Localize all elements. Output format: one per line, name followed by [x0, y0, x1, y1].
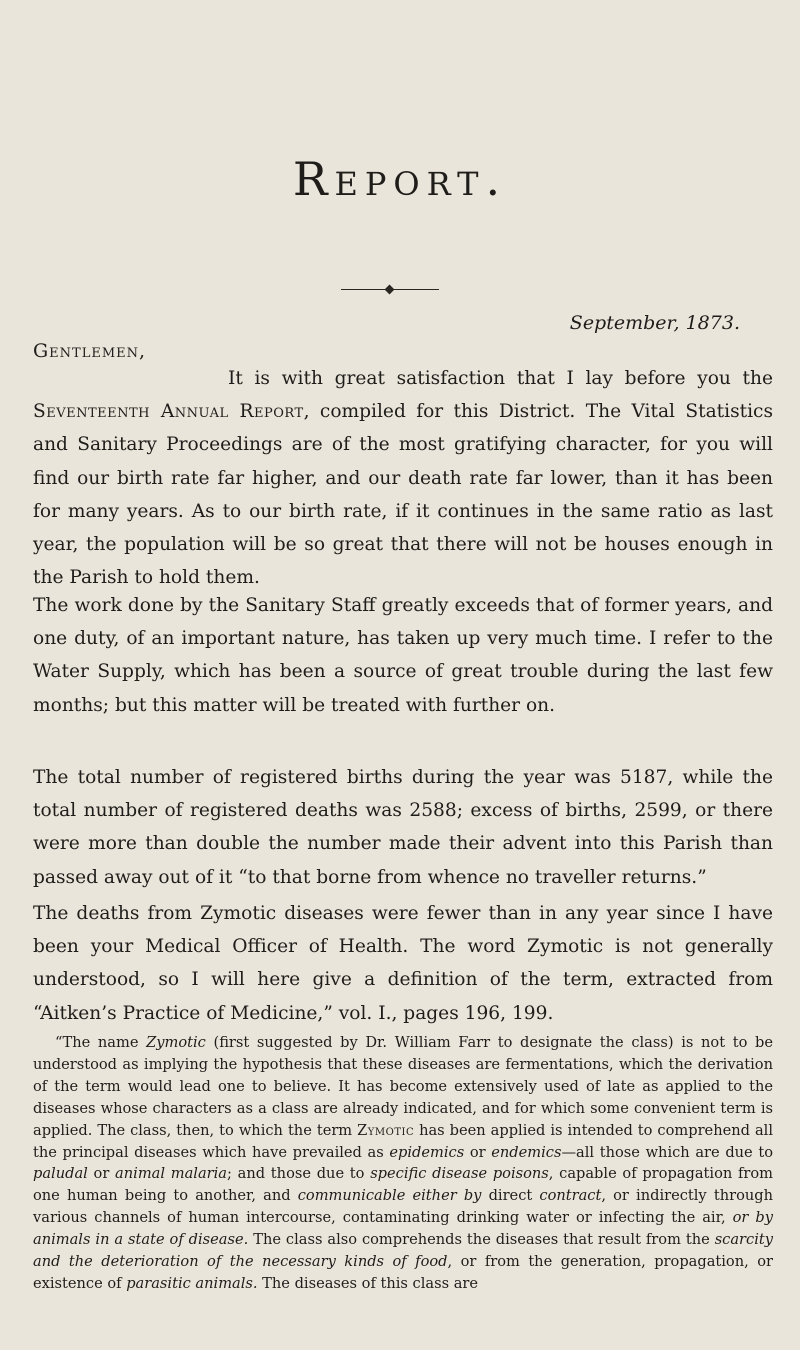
quote-emphasis: paludal: [33, 1165, 88, 1183]
paragraph-births-deaths: The total number of registered births during the year was 5187, while the total number of registered deaths was 2588; excess of births, 2599, or there were more than double the number made their advent into this Parish than passed away out of it “to that borne from whence no traveller returns.”: [33, 767, 773, 888]
quote-emphasis: specific disease poisons: [370, 1165, 549, 1183]
quote-emphasis: animal malaria: [115, 1165, 227, 1183]
aitken-quotation: [33, 1032, 773, 1295]
quote-text: —all those which are due to: [561, 1143, 773, 1161]
quote-text: , capable of propagation from one human being to another, and: [33, 1165, 773, 1205]
quote-text: “The name: [55, 1034, 147, 1051]
report-title: Report.: [292, 152, 508, 206]
quote-emphasis: or by animals in a state of disease.: [33, 1209, 773, 1249]
quote-text: or: [464, 1143, 492, 1161]
paragraph-introduction: [33, 362, 773, 594]
quote-text: (first suggested by Dr. William Farr to designate the class) is not to be understood as implying the hypothesis that these diseases are fermentations, which the derivation of the term would lead one to believe. It has become extensively used of late as applied to the diseases whose characters as a class are already indicated, and for which some convenient term is applied. The class, then, to which the term: [33, 1034, 773, 1139]
quote-emphasis: epidemics: [389, 1143, 465, 1161]
quote-emphasis: endemics: [491, 1143, 562, 1161]
quote-text: The diseases of this class are: [257, 1274, 479, 1292]
quote-text: , or from the generation, propagation, or existence of: [33, 1253, 773, 1292]
report-date: September, 1873.: [569, 312, 740, 334]
divider-diamond-icon: [385, 285, 395, 295]
paragraph-introduction-lead: It is with great satisfaction that I lay before you the: [228, 368, 773, 389]
quote-text: or: [87, 1165, 116, 1183]
salutation: Gentlemen,: [33, 340, 147, 362]
quote-emphasis: parasitic animals.: [126, 1274, 258, 1292]
paragraph-zymotic: The deaths from Zymotic diseases were fewer than in any year since I have been your Medical Officer of Health. The word Zymotic is not generally understood, so I will here give a definition of the term, extracted from “Aitken’s Practice of Medicine,” vol. I., pages 196, 199.: [33, 903, 773, 1024]
paragraph-introduction-rest: , compiled for this District. The Vital Statistics and Sanitary Proceedings are of the most gratifying character, for you will find our birth rate far higher, and our death rate far lower, than it has been for many years. As to our birth rate, if it continues in the same ratio as last year, the population will be so great that there will not be houses enough in the Parish to hold them.: [33, 401, 773, 589]
quote-emphasis: contract: [539, 1187, 602, 1205]
quote-emphasis: Zymotic: [146, 1034, 206, 1051]
paragraph-sanitary-staff: The work done by the Sanitary Staff greatly exceeds that of former years, and one duty, of an important nature, has taken up very much time. I refer to the Water Supply, which has been a source of great trouble during the last few months; but this matter will be treated with further on.: [33, 595, 773, 716]
quote-small-caps: Zymotic: [357, 1121, 415, 1139]
quote-text: ; and those due to: [227, 1165, 371, 1183]
quote-text: has been applied is intended to comprehend all the principal diseases which have prevailed as: [33, 1121, 773, 1161]
quote-emphasis: communicable either by: [297, 1187, 482, 1205]
ornamental-divider: [341, 285, 439, 295]
quote-emphasis: scarcity and the deterioration of the necessary kinds of food: [33, 1231, 773, 1271]
quote-text: , or indirectly through various channels of human intercourse, contaminating drinking water or infecting the air,: [33, 1187, 773, 1227]
quote-text: The class also comprehends the diseases that result from the: [248, 1231, 715, 1249]
report-name: Seventeenth Annual Report: [33, 401, 304, 423]
quote-text: direct: [481, 1187, 540, 1205]
